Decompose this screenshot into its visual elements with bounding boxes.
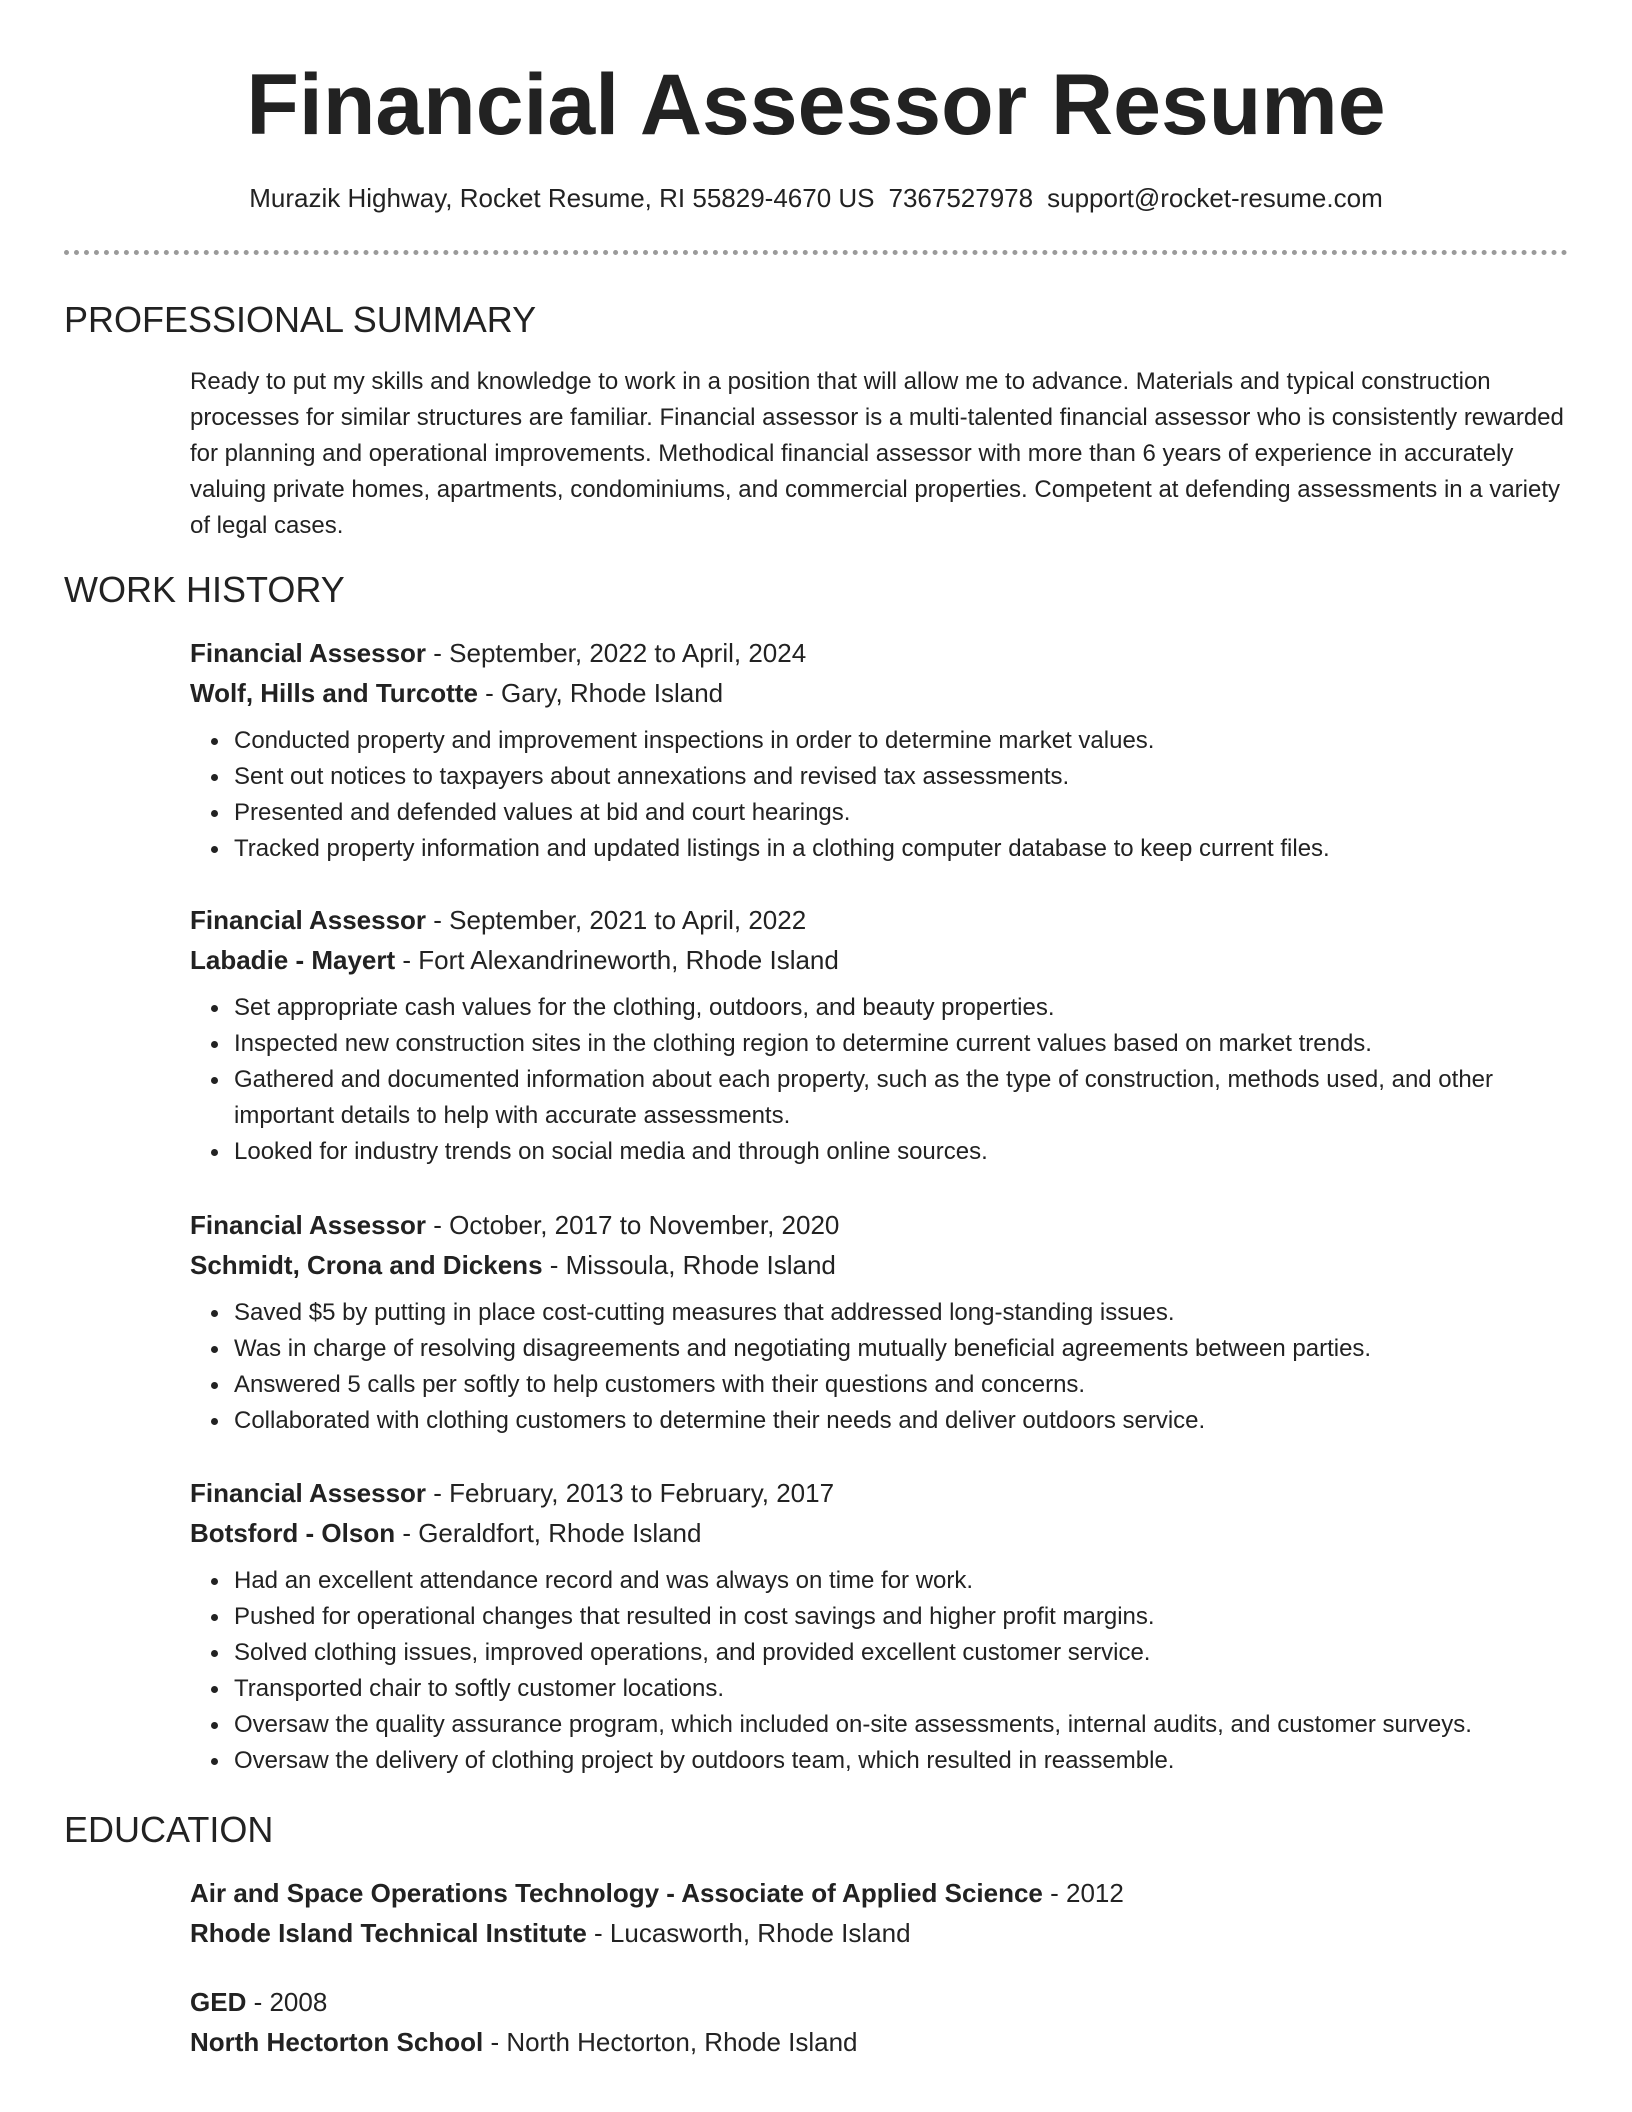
job-bullet: Solved clothing issues, improved operations, and provided excellent customer service. bbox=[234, 1635, 1580, 1671]
job-dates: - October, 2017 to November, 2020 bbox=[426, 1210, 840, 1240]
job-company-line bbox=[190, 940, 1580, 980]
job-bullet: Tracked property information and updated listings in a clothing computer database to keep current files. bbox=[234, 831, 1580, 867]
education-heading: EDUCATION bbox=[64, 1809, 274, 1850]
job-title-line bbox=[190, 633, 1580, 673]
job-company: Wolf, Hills and Turcotte bbox=[190, 678, 478, 708]
education-degree-line bbox=[190, 1982, 1580, 2022]
education-school-line bbox=[190, 1913, 1580, 1953]
education-degree-line bbox=[190, 1873, 1580, 1913]
job-bullet: Transported chair to softly customer locations. bbox=[234, 1671, 1580, 1707]
job-entry bbox=[190, 900, 1580, 1170]
job-entry bbox=[190, 633, 1580, 867]
job-company: Schmidt, Crona and Dickens bbox=[190, 1250, 543, 1280]
summary-heading: PROFESSIONAL SUMMARY bbox=[64, 299, 537, 340]
job-bullet: Was in charge of resolving disagreements and negotiating mutually beneficial agreements between parties. bbox=[234, 1331, 1580, 1367]
job-bullets bbox=[190, 723, 1580, 867]
contact-address: Murazik Highway, Rocket Resume, RI 55829-4670 US bbox=[249, 183, 875, 213]
job-bullet: Had an excellent attendance record and was always on time for work. bbox=[234, 1563, 1580, 1599]
work-history-heading: WORK HISTORY bbox=[64, 569, 345, 610]
job-location: - Gary, Rhode Island bbox=[477, 678, 724, 708]
job-bullet: Oversaw the quality assurance program, which included on-site assessments, internal audits, and customer surveys. bbox=[234, 1707, 1580, 1743]
education-location: - North Hectorton, Rhode Island bbox=[483, 2027, 858, 2057]
job-title: Financial Assessor bbox=[190, 905, 427, 935]
header-divider bbox=[64, 250, 1568, 255]
job-bullet: Saved $5 by putting in place cost-cutting measures that addressed long-standing issues. bbox=[234, 1295, 1580, 1331]
job-location: - Missoula, Rhode Island bbox=[542, 1250, 836, 1280]
job-bullets bbox=[190, 1563, 1580, 1779]
resume-title: Financial Assessor Resume bbox=[246, 57, 1386, 153]
job-company: Labadie - Mayert bbox=[190, 945, 396, 975]
education-degree: GED bbox=[190, 1987, 247, 2017]
job-title-line bbox=[190, 1473, 1580, 1513]
education-school-line bbox=[190, 2022, 1580, 2062]
job-company-line bbox=[190, 1245, 1580, 1285]
job-bullet: Set appropriate cash values for the clothing, outdoors, and beauty properties. bbox=[234, 990, 1580, 1026]
contact-phone: 7367527978 bbox=[888, 183, 1034, 213]
job-bullet: Presented and defended values at bid and court hearings. bbox=[234, 795, 1580, 831]
job-bullet: Looked for industry trends on social media and through online sources. bbox=[234, 1134, 1580, 1170]
education-year: - 2008 bbox=[246, 1987, 328, 2017]
job-entry bbox=[190, 1205, 1580, 1439]
job-title-line bbox=[190, 900, 1580, 940]
job-bullet: Answered 5 calls per softly to help customers with their questions and concerns. bbox=[234, 1367, 1580, 1403]
education-degree: Air and Space Operations Technology - Associate of Applied Science bbox=[190, 1878, 1043, 1908]
education-entry bbox=[190, 1873, 1580, 1953]
job-entry bbox=[190, 1473, 1580, 1779]
job-title: Financial Assessor bbox=[190, 1210, 427, 1240]
job-bullet: Gathered and documented information about each property, such as the type of construction, methods used, and other important details to help with accurate assessments. bbox=[234, 1062, 1580, 1134]
job-bullet: Oversaw the delivery of clothing project by outdoors team, which resulted in reassemble. bbox=[234, 1743, 1580, 1779]
job-dates: - September, 2021 to April, 2022 bbox=[426, 905, 807, 935]
job-bullet: Inspected new construction sites in the clothing region to determine current values based on market trends. bbox=[234, 1026, 1580, 1062]
education-entry bbox=[190, 1982, 1580, 2062]
job-bullet: Conducted property and improvement inspections in order to determine market values. bbox=[234, 723, 1580, 759]
education-school: North Hectorton School bbox=[190, 2027, 484, 2057]
summary-text: Ready to put my skills and knowledge to work in a position that will allow me to advance. Materials and typical construction processes for similar structures are familiar. Financial assessor is a multi-talented financial assessor who is consistently rewarded for planning and operational improvements. Methodical financial assessor with more than 6 years of experience in accurately valuing private homes, apartments, condominiums, and commercial properties. Competent at defending assessments in a variety of legal cases. bbox=[190, 368, 1564, 539]
job-title-line bbox=[190, 1205, 1580, 1245]
job-location: - Fort Alexandrineworth, Rhode Island bbox=[395, 945, 839, 975]
job-title: Financial Assessor bbox=[190, 1478, 427, 1508]
job-dates: - February, 2013 to February, 2017 bbox=[426, 1478, 835, 1508]
job-bullet: Collaborated with clothing customers to determine their needs and deliver outdoors service. bbox=[234, 1403, 1580, 1439]
education-location: - Lucasworth, Rhode Island bbox=[586, 1918, 911, 1948]
job-title: Financial Assessor bbox=[190, 638, 427, 668]
job-company-line bbox=[190, 1513, 1580, 1553]
education-year: - 2012 bbox=[1042, 1878, 1124, 1908]
job-location: - Geraldfort, Rhode Island bbox=[395, 1518, 702, 1548]
job-bullet: Pushed for operational changes that resulted in cost savings and higher profit margins. bbox=[234, 1599, 1580, 1635]
job-company: Botsford - Olson bbox=[190, 1518, 396, 1548]
contact-line bbox=[0, 180, 1632, 216]
job-dates: - September, 2022 to April, 2024 bbox=[426, 638, 807, 668]
job-bullets bbox=[190, 990, 1580, 1170]
job-bullet: Sent out notices to taxpayers about annexations and revised tax assessments. bbox=[234, 759, 1580, 795]
contact-email: support@rocket-resume.com bbox=[1047, 183, 1383, 213]
education-school: Rhode Island Technical Institute bbox=[190, 1918, 587, 1948]
job-bullets bbox=[190, 1295, 1580, 1439]
job-company-line bbox=[190, 673, 1580, 713]
